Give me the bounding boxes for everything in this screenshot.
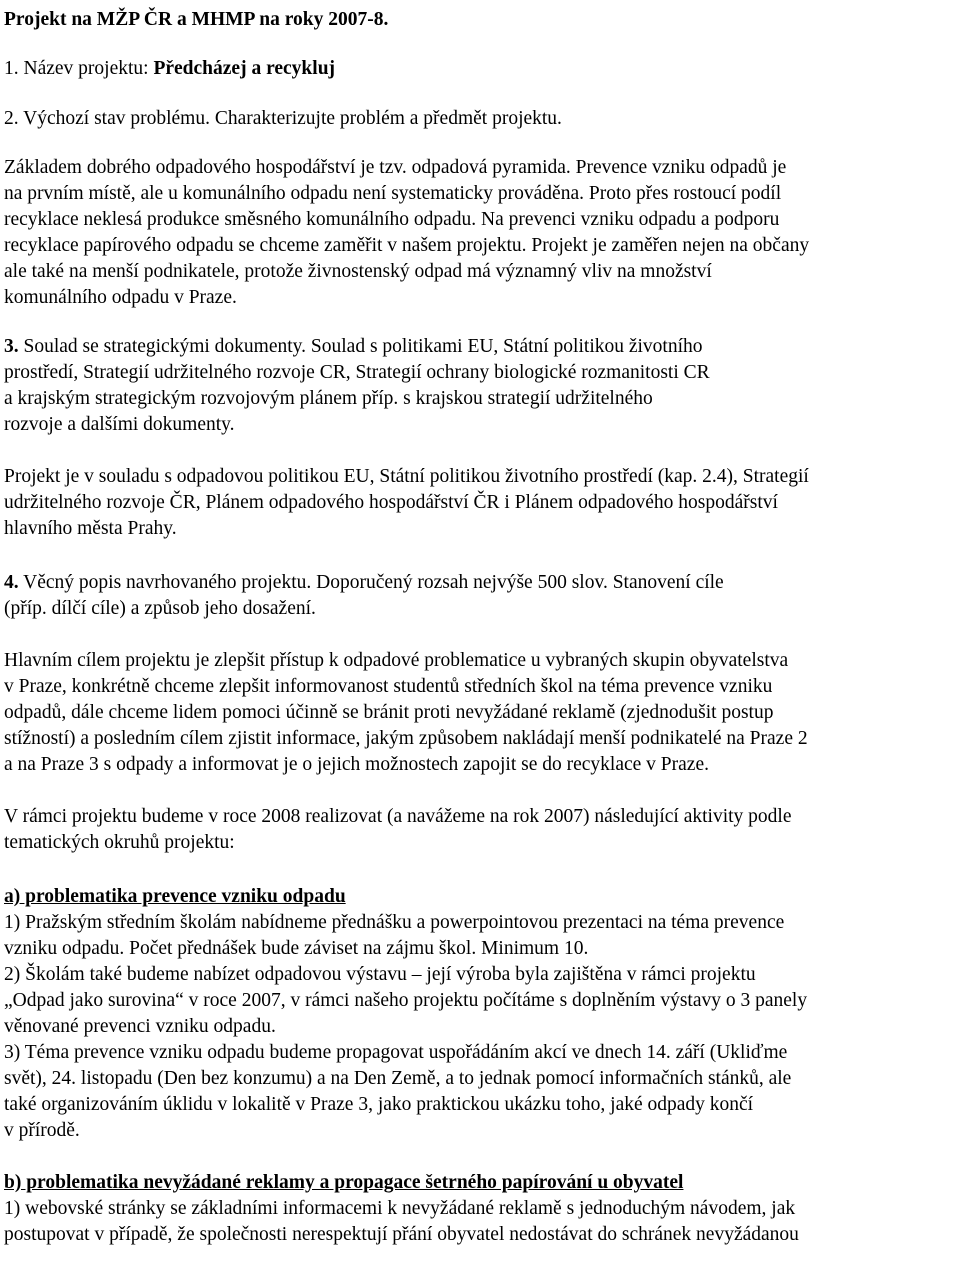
section-4-line: (příp. dílčí cíle) a způsob jeho dosažení. <box>4 598 316 619</box>
section-b-line: 1) webovské stránky se základními informacemi k nevyžádané reklamě s jednoduchým návodem, jak <box>4 1198 796 1219</box>
section-b-heading: b) problematika nevyžádané reklamy a propagace šetrného papírování u obyvatel <box>4 1172 684 1193</box>
paragraph-3-line: odpadů, dále chceme lidem pomoci účinně se bránit proti nevyžádané reklamě (zjednodušit postup <box>4 702 774 723</box>
section-b-line: postupovat v případě, že společnosti nerespektují přání obyvatel nedostávat do schránek nevyžádanou <box>4 1224 799 1245</box>
section-a-line: také organizováním úklidu v lokalitě v Praze 3, jako praktickou ukázku toho, jaké odpady končí <box>4 1094 754 1115</box>
section-3-line: a krajským strategickým rozvojovým plánem příp. s krajskou strategií udržitelného <box>4 388 653 409</box>
paragraph-1-line: ale také na menší podnikatele, protože živnostenský odpad má významný vliv na množství <box>4 261 712 282</box>
section-4-number: 4. <box>4 572 19 593</box>
paragraph-2-line: Projekt je v souladu s odpadovou politikou EU, Státní politikou životního prostředí (kap. 2.4), Strategií <box>4 466 809 487</box>
section-1 <box>4 56 335 82</box>
paragraph-3-line: a na Praze 3 s odpady a informovat je o jejich možnostech zapojit se do recyklace v Praze. <box>4 754 709 775</box>
section-3-line: prostředí, Strategií udržitelného rozvoje CR, Strategií ochrany biologické rozmanitosti CR <box>4 362 710 383</box>
paragraph-3-line: v Praze, konkrétně chceme zlepšit informovanost studentů středních škol na téma prevence vzniku <box>4 676 773 697</box>
section-1-label: 1. Název projektu: <box>4 58 154 79</box>
project-name: Předcházej a recykluj <box>153 58 336 79</box>
section-a-line: vzniku odpadu. Počet přednášek bude záviset na zájmu škol. Minimum 10. <box>4 938 589 959</box>
section-3-text: Soulad se strategickými dokumenty. Soulad s politikami EU, Státní politikou životního <box>18 336 703 357</box>
section-a-line: věnované prevenci vzniku odpadu. <box>4 1016 276 1037</box>
paragraph-4-line: tematických okruhů projektu: <box>4 832 235 853</box>
paragraph-1-line: Základem dobrého odpadového hospodářství je tzv. odpadová pyramida. Prevence vzniku odpadů je <box>4 157 787 178</box>
section-a-line: v přírodě. <box>4 1120 80 1141</box>
section-a-heading: a) problematika prevence vzniku odpadu <box>4 886 346 907</box>
paragraph-2-line: udržitelného rozvoje ČR, Plánem odpadového hospodářství ČR i Plánem odpadového hospodářství <box>4 492 778 513</box>
section-3-line <box>4 334 703 360</box>
section-3-line: rozvoje a dalšími dokumenty. <box>4 414 235 435</box>
section-4-text: Věcný popis navrhovaného projektu. Doporučený rozsah nejvýše 500 slov. Stanovení cíle <box>18 572 724 593</box>
paragraph-1-line: komunálního odpadu v Praze. <box>4 287 237 308</box>
paragraph-2-line: hlavního města Prahy. <box>4 518 177 539</box>
paragraph-1-line: recyklace neklesá produkce směsného komunálního odpadu. Na prevenci vzniku odpadu a podporu <box>4 209 780 230</box>
paragraph-4-line: V rámci projektu budeme v roce 2008 realizovat (a navážeme na rok 2007) následující aktivity podle <box>4 806 792 827</box>
section-a-line: 1) Pražským středním školám nabídneme přednášku a powerpointovou prezentaci na téma prevence <box>4 912 785 933</box>
paragraph-1-line: na prvním místě, ale u komunálního odpadu není systematicky prováděna. Proto přes rostoucí podíl <box>4 183 782 204</box>
section-a-line: 2) Školám také budeme nabízet odpadovou výstavu – její výroba byla zajištěna v rámci projektu <box>4 964 756 985</box>
document-title: Projekt na MŽP ČR a MHMP na roky 2007-8. <box>4 9 389 30</box>
section-4-line <box>4 570 724 596</box>
section-3-number: 3. <box>4 336 19 357</box>
section-a-line: svět), 24. listopadu (Den bez konzumu) a na Den Země, a to jednak pomocí informačních stánků, ale <box>4 1068 792 1089</box>
section-2-heading: 2. Výchozí stav problému. Charakterizujte problém a předmět projektu. <box>4 108 562 129</box>
section-a-line: 3) Téma prevence vzniku odpadu budeme propagovat uspořádáním akcí ve dnech 14. září (Ukliďme <box>4 1042 788 1063</box>
paragraph-1-line: recyklace papírového odpadu se chceme zaměřit v našem projektu. Projekt je zaměřen nejen na občany <box>4 235 810 256</box>
section-a-line: „Odpad jako surovina“ v roce 2007, v rámci našeho projektu počítáme s doplněním výstavy o 3 panely <box>4 990 808 1011</box>
paragraph-3-line: Hlavním cílem projektu je zlepšit přístup k odpadové problematice u vybraných skupin obyvatelstva <box>4 650 789 671</box>
paragraph-3-line: stížností) a posledním cílem zjistit informace, jakým způsobem nakládají menší podnikatelé na Praze 2 <box>4 728 808 749</box>
